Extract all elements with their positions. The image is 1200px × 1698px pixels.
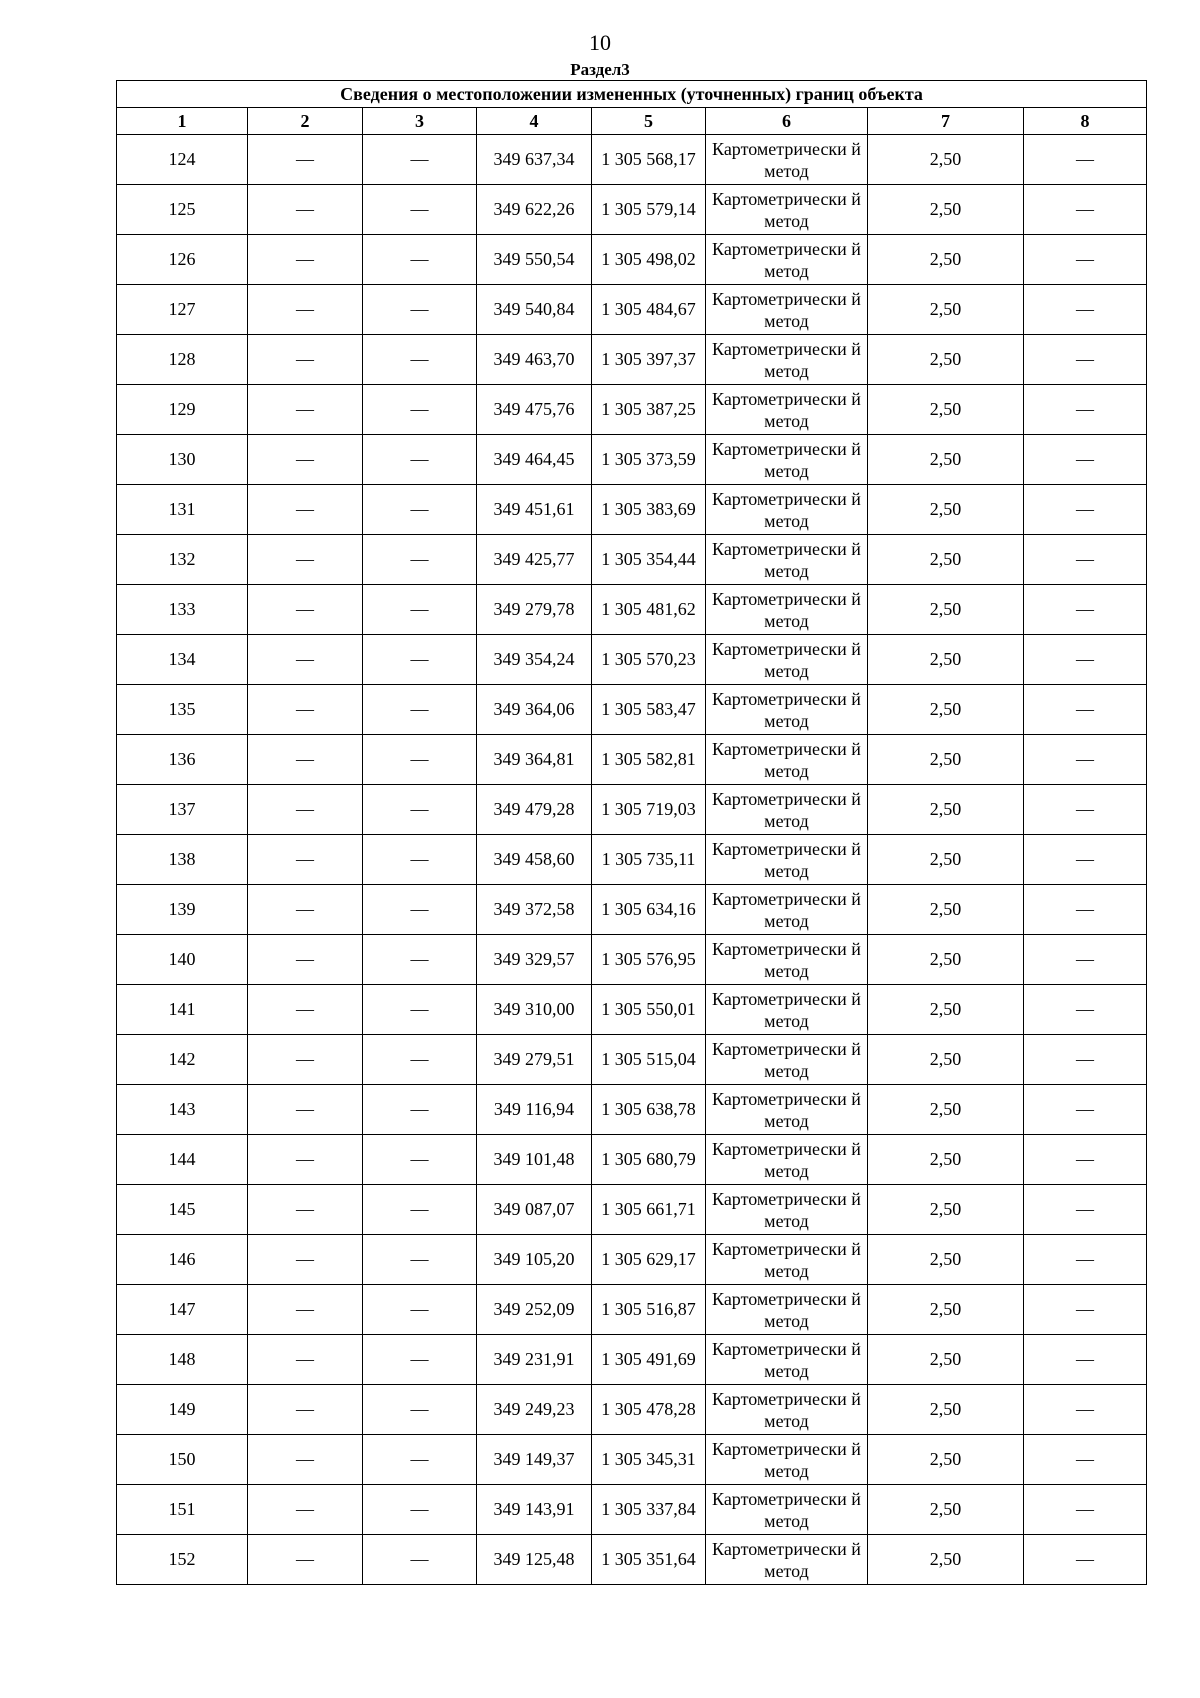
accuracy-cell: 2,50: [868, 1285, 1024, 1335]
table-row: [117, 235, 1147, 285]
coordinate-cell: 1 305 629,17: [592, 1235, 706, 1285]
empty-value-cell: —: [248, 1385, 363, 1435]
table-row: [117, 935, 1147, 985]
empty-value-cell: —: [363, 1135, 477, 1185]
table-body: [117, 135, 1147, 1585]
table-row: [117, 1285, 1147, 1335]
empty-value-cell: —: [1024, 1085, 1147, 1135]
accuracy-cell: 2,50: [868, 1435, 1024, 1485]
empty-value-cell: —: [248, 635, 363, 685]
empty-value-cell: —: [363, 1485, 477, 1535]
point-number-cell: 145: [117, 1185, 248, 1235]
point-number-cell: 140: [117, 935, 248, 985]
empty-value-cell: —: [363, 1035, 477, 1085]
coordinate-cell: 1 305 516,87: [592, 1285, 706, 1335]
table-row: [117, 1535, 1147, 1585]
empty-value-cell: —: [363, 585, 477, 635]
empty-value-cell: —: [363, 285, 477, 335]
accuracy-cell: 2,50: [868, 835, 1024, 885]
method-cell: Картометрически й метод: [706, 335, 868, 385]
coordinate-cell: 1 305 680,79: [592, 1135, 706, 1185]
coordinate-cell: 349 458,60: [477, 835, 592, 885]
empty-value-cell: —: [1024, 785, 1147, 835]
empty-value-cell: —: [363, 185, 477, 235]
coordinate-cell: 349 463,70: [477, 335, 592, 385]
coordinate-cell: 1 305 570,23: [592, 635, 706, 685]
table-row: [117, 985, 1147, 1035]
empty-value-cell: —: [248, 1335, 363, 1385]
table-caption: Сведения о местоположении измененных (уточненных) границ объекта: [117, 81, 1147, 108]
coordinate-cell: 349 249,23: [477, 1385, 592, 1435]
point-number-cell: 143: [117, 1085, 248, 1135]
accuracy-cell: 2,50: [868, 1485, 1024, 1535]
accuracy-cell: 2,50: [868, 535, 1024, 585]
empty-value-cell: —: [1024, 1185, 1147, 1235]
boundary-coordinates-table: [116, 80, 1147, 1585]
table-row: [117, 185, 1147, 235]
accuracy-cell: 2,50: [868, 785, 1024, 835]
table-row: [117, 135, 1147, 185]
coordinate-cell: 1 305 515,04: [592, 1035, 706, 1085]
method-cell: Картометрически й метод: [706, 135, 868, 185]
point-number-cell: 128: [117, 335, 248, 385]
coordinate-cell: 349 149,37: [477, 1435, 592, 1485]
empty-value-cell: —: [363, 535, 477, 585]
empty-value-cell: —: [1024, 935, 1147, 985]
coordinate-cell: 349 310,00: [477, 985, 592, 1035]
empty-value-cell: —: [363, 835, 477, 885]
point-number-cell: 133: [117, 585, 248, 635]
empty-value-cell: —: [248, 185, 363, 235]
empty-value-cell: —: [363, 135, 477, 185]
table-row: [117, 485, 1147, 535]
empty-value-cell: —: [248, 1435, 363, 1485]
column-number-7: 7: [868, 108, 1024, 135]
empty-value-cell: —: [363, 335, 477, 385]
empty-value-cell: —: [363, 1535, 477, 1585]
empty-value-cell: —: [248, 735, 363, 785]
method-cell: Картометрически й метод: [706, 885, 868, 935]
accuracy-cell: 2,50: [868, 335, 1024, 385]
empty-value-cell: —: [1024, 635, 1147, 685]
method-cell: Картометрически й метод: [706, 585, 868, 635]
empty-value-cell: —: [363, 1235, 477, 1285]
empty-value-cell: —: [1024, 585, 1147, 635]
table-row: [117, 1485, 1147, 1535]
empty-value-cell: —: [1024, 1035, 1147, 1085]
empty-value-cell: —: [248, 1535, 363, 1585]
point-number-cell: 152: [117, 1535, 248, 1585]
point-number-cell: 135: [117, 685, 248, 735]
coordinate-cell: 1 305 498,02: [592, 235, 706, 285]
empty-value-cell: —: [363, 635, 477, 685]
table-row: [117, 1335, 1147, 1385]
empty-value-cell: —: [363, 385, 477, 435]
coordinate-cell: 1 305 481,62: [592, 585, 706, 635]
empty-value-cell: —: [248, 1235, 363, 1285]
empty-value-cell: —: [1024, 1385, 1147, 1435]
coordinate-cell: 349 475,76: [477, 385, 592, 435]
table-row: [117, 1235, 1147, 1285]
point-number-cell: 132: [117, 535, 248, 585]
point-number-cell: 137: [117, 785, 248, 835]
accuracy-cell: 2,50: [868, 1335, 1024, 1385]
empty-value-cell: —: [363, 985, 477, 1035]
empty-value-cell: —: [363, 1285, 477, 1335]
empty-value-cell: —: [248, 485, 363, 535]
coordinate-cell: 349 329,57: [477, 935, 592, 985]
coordinate-cell: 349 540,84: [477, 285, 592, 335]
method-cell: Картометрически й метод: [706, 685, 868, 735]
method-cell: Картометрически й метод: [706, 835, 868, 885]
coordinate-cell: 1 305 383,69: [592, 485, 706, 535]
method-cell: Картометрически й метод: [706, 235, 868, 285]
table-row: [117, 385, 1147, 435]
empty-value-cell: —: [1024, 885, 1147, 935]
coordinate-cell: 1 305 719,03: [592, 785, 706, 835]
empty-value-cell: —: [1024, 135, 1147, 185]
empty-value-cell: —: [1024, 735, 1147, 785]
table-row: [117, 1085, 1147, 1135]
coordinate-cell: 349 252,09: [477, 1285, 592, 1335]
empty-value-cell: —: [363, 485, 477, 535]
method-cell: Картометрически й метод: [706, 635, 868, 685]
table-row: [117, 635, 1147, 685]
method-cell: Картометрически й метод: [706, 1035, 868, 1085]
table-row: [117, 835, 1147, 885]
table-row: [117, 1185, 1147, 1235]
coordinate-cell: 1 305 583,47: [592, 685, 706, 735]
empty-value-cell: —: [248, 535, 363, 585]
coordinate-cell: 1 305 484,67: [592, 285, 706, 335]
coordinate-cell: 349 279,78: [477, 585, 592, 635]
coordinate-cell: 1 305 354,44: [592, 535, 706, 585]
empty-value-cell: —: [1024, 1435, 1147, 1485]
empty-value-cell: —: [363, 785, 477, 835]
empty-value-cell: —: [1024, 1535, 1147, 1585]
coordinate-cell: 1 305 478,28: [592, 1385, 706, 1435]
coordinate-cell: 1 305 735,11: [592, 835, 706, 885]
empty-value-cell: —: [248, 235, 363, 285]
empty-value-cell: —: [1024, 1135, 1147, 1185]
column-number-5: 5: [592, 108, 706, 135]
table-row: [117, 1385, 1147, 1435]
empty-value-cell: —: [248, 135, 363, 185]
method-cell: Картометрически й метод: [706, 1385, 868, 1435]
table-row: [117, 285, 1147, 335]
method-cell: Картометрически й метод: [706, 185, 868, 235]
coordinate-cell: 349 364,06: [477, 685, 592, 735]
method-cell: Картометрически й метод: [706, 935, 868, 985]
empty-value-cell: —: [248, 335, 363, 385]
coordinate-cell: 1 305 582,81: [592, 735, 706, 785]
method-cell: Картометрически й метод: [706, 1535, 868, 1585]
coordinate-cell: 349 101,48: [477, 1135, 592, 1185]
table-row: [117, 335, 1147, 385]
empty-value-cell: —: [363, 1335, 477, 1385]
empty-value-cell: —: [248, 885, 363, 935]
empty-value-cell: —: [248, 685, 363, 735]
point-number-cell: 144: [117, 1135, 248, 1185]
accuracy-cell: 2,50: [868, 735, 1024, 785]
accuracy-cell: 2,50: [868, 1535, 1024, 1585]
accuracy-cell: 2,50: [868, 1085, 1024, 1135]
coordinate-cell: 1 305 337,84: [592, 1485, 706, 1535]
method-cell: Картометрически й метод: [706, 485, 868, 535]
point-number-cell: 131: [117, 485, 248, 535]
empty-value-cell: —: [363, 935, 477, 985]
accuracy-cell: 2,50: [868, 1035, 1024, 1085]
method-cell: Картометрически й метод: [706, 985, 868, 1035]
point-number-cell: 136: [117, 735, 248, 785]
point-number-cell: 138: [117, 835, 248, 885]
page-number: 10: [589, 30, 611, 55]
coordinate-cell: 349 087,07: [477, 1185, 592, 1235]
coordinate-cell: 1 305 373,59: [592, 435, 706, 485]
coordinate-cell: 1 305 568,17: [592, 135, 706, 185]
accuracy-cell: 2,50: [868, 1185, 1024, 1235]
empty-value-cell: —: [1024, 685, 1147, 735]
point-number-cell: 134: [117, 635, 248, 685]
accuracy-cell: 2,50: [868, 135, 1024, 185]
method-cell: Картометрически й метод: [706, 1285, 868, 1335]
point-number-cell: 146: [117, 1235, 248, 1285]
coordinate-cell: 349 143,91: [477, 1485, 592, 1535]
coordinate-cell: 349 464,45: [477, 435, 592, 485]
empty-value-cell: —: [248, 1035, 363, 1085]
coordinate-cell: 349 550,54: [477, 235, 592, 285]
coordinate-cell: 1 305 638,78: [592, 1085, 706, 1135]
accuracy-cell: 2,50: [868, 485, 1024, 535]
point-number-cell: 126: [117, 235, 248, 285]
empty-value-cell: —: [248, 835, 363, 885]
coordinate-cell: 1 305 397,37: [592, 335, 706, 385]
empty-value-cell: —: [1024, 285, 1147, 335]
method-cell: Картометрически й метод: [706, 535, 868, 585]
empty-value-cell: —: [248, 1485, 363, 1535]
coordinate-cell: 349 622,26: [477, 185, 592, 235]
column-number-row: [117, 108, 1147, 135]
accuracy-cell: 2,50: [868, 885, 1024, 935]
method-cell: Картометрически й метод: [706, 285, 868, 335]
empty-value-cell: —: [248, 1285, 363, 1335]
empty-value-cell: —: [1024, 435, 1147, 485]
empty-value-cell: —: [363, 885, 477, 935]
accuracy-cell: 2,50: [868, 435, 1024, 485]
empty-value-cell: —: [1024, 1285, 1147, 1335]
coordinate-cell: 1 305 491,69: [592, 1335, 706, 1385]
point-number-cell: 149: [117, 1385, 248, 1435]
empty-value-cell: —: [1024, 485, 1147, 535]
point-number-cell: 151: [117, 1485, 248, 1535]
empty-value-cell: —: [248, 935, 363, 985]
point-number-cell: 147: [117, 1285, 248, 1335]
empty-value-cell: —: [1024, 535, 1147, 585]
empty-value-cell: —: [1024, 385, 1147, 435]
table-row: [117, 735, 1147, 785]
table-row: [117, 1435, 1147, 1485]
table-row: [117, 785, 1147, 835]
empty-value-cell: —: [363, 1185, 477, 1235]
method-cell: Картометрически й метод: [706, 1335, 868, 1385]
empty-value-cell: —: [363, 235, 477, 285]
empty-value-cell: —: [1024, 835, 1147, 885]
accuracy-cell: 2,50: [868, 1385, 1024, 1435]
empty-value-cell: —: [248, 785, 363, 835]
empty-value-cell: —: [248, 985, 363, 1035]
empty-value-cell: —: [1024, 185, 1147, 235]
empty-value-cell: —: [363, 1085, 477, 1135]
coordinate-cell: 1 305 351,64: [592, 1535, 706, 1585]
accuracy-cell: 2,50: [868, 985, 1024, 1035]
empty-value-cell: —: [1024, 1335, 1147, 1385]
empty-value-cell: —: [248, 1135, 363, 1185]
column-number-6: 6: [706, 108, 868, 135]
empty-value-cell: —: [1024, 985, 1147, 1035]
coordinate-cell: 1 305 661,71: [592, 1185, 706, 1235]
empty-value-cell: —: [248, 1085, 363, 1135]
point-number-cell: 129: [117, 385, 248, 435]
point-number-cell: 127: [117, 285, 248, 335]
empty-value-cell: —: [1024, 1485, 1147, 1535]
coordinate-cell: 349 116,94: [477, 1085, 592, 1135]
method-cell: Картометрически й метод: [706, 1435, 868, 1485]
accuracy-cell: 2,50: [868, 585, 1024, 635]
coordinate-cell: 349 425,77: [477, 535, 592, 585]
method-cell: Картометрически й метод: [706, 1235, 868, 1285]
coordinate-cell: 1 305 550,01: [592, 985, 706, 1035]
coordinate-cell: 349 364,81: [477, 735, 592, 785]
coordinate-cell: 349 372,58: [477, 885, 592, 935]
column-number-2: 2: [248, 108, 363, 135]
empty-value-cell: —: [248, 385, 363, 435]
point-number-cell: 141: [117, 985, 248, 1035]
table-row: [117, 535, 1147, 585]
coordinate-cell: 349 231,91: [477, 1335, 592, 1385]
table-row: [117, 1135, 1147, 1185]
empty-value-cell: —: [1024, 1235, 1147, 1285]
coordinate-cell: 349 105,20: [477, 1235, 592, 1285]
empty-value-cell: —: [248, 585, 363, 635]
method-cell: Картометрически й метод: [706, 435, 868, 485]
column-number-8: 8: [1024, 108, 1147, 135]
coordinate-cell: 349 637,34: [477, 135, 592, 185]
method-cell: Картометрически й метод: [706, 1185, 868, 1235]
point-number-cell: 124: [117, 135, 248, 185]
empty-value-cell: —: [363, 435, 477, 485]
accuracy-cell: 2,50: [868, 235, 1024, 285]
accuracy-cell: 2,50: [868, 635, 1024, 685]
column-number-3: 3: [363, 108, 477, 135]
column-number-4: 4: [477, 108, 592, 135]
empty-value-cell: —: [363, 1435, 477, 1485]
point-number-cell: 125: [117, 185, 248, 235]
coordinate-cell: 349 354,24: [477, 635, 592, 685]
point-number-cell: 142: [117, 1035, 248, 1085]
accuracy-cell: 2,50: [868, 935, 1024, 985]
coordinate-cell: 1 305 634,16: [592, 885, 706, 935]
empty-value-cell: —: [363, 1385, 477, 1435]
coordinate-cell: 349 279,51: [477, 1035, 592, 1085]
method-cell: Картометрически й метод: [706, 1485, 868, 1535]
coordinate-cell: 1 305 579,14: [592, 185, 706, 235]
accuracy-cell: 2,50: [868, 1135, 1024, 1185]
method-cell: Картометрически й метод: [706, 735, 868, 785]
accuracy-cell: 2,50: [868, 185, 1024, 235]
accuracy-cell: 2,50: [868, 1235, 1024, 1285]
accuracy-cell: 2,50: [868, 285, 1024, 335]
empty-value-cell: —: [363, 735, 477, 785]
table-row: [117, 685, 1147, 735]
column-number-1: 1: [117, 108, 248, 135]
empty-value-cell: —: [248, 435, 363, 485]
method-cell: Картометрически й метод: [706, 1085, 868, 1135]
coordinate-cell: 349 125,48: [477, 1535, 592, 1585]
section-title: Раздел3: [570, 60, 630, 79]
accuracy-cell: 2,50: [868, 385, 1024, 435]
point-number-cell: 130: [117, 435, 248, 485]
method-cell: Картометрически й метод: [706, 1135, 868, 1185]
coordinate-cell: 349 451,61: [477, 485, 592, 535]
table-row: [117, 885, 1147, 935]
table-row: [117, 1035, 1147, 1085]
empty-value-cell: —: [248, 1185, 363, 1235]
empty-value-cell: —: [363, 685, 477, 735]
coordinate-cell: 1 305 576,95: [592, 935, 706, 985]
method-cell: Картометрически й метод: [706, 385, 868, 435]
point-number-cell: 139: [117, 885, 248, 935]
point-number-cell: 150: [117, 1435, 248, 1485]
coordinate-cell: 1 305 345,31: [592, 1435, 706, 1485]
table-row: [117, 585, 1147, 635]
coordinate-cell: 1 305 387,25: [592, 385, 706, 435]
coordinate-cell: 349 479,28: [477, 785, 592, 835]
accuracy-cell: 2,50: [868, 685, 1024, 735]
empty-value-cell: —: [1024, 235, 1147, 285]
point-number-cell: 148: [117, 1335, 248, 1385]
method-cell: Картометрически й метод: [706, 785, 868, 835]
empty-value-cell: —: [248, 285, 363, 335]
empty-value-cell: —: [1024, 335, 1147, 385]
table-row: [117, 435, 1147, 485]
